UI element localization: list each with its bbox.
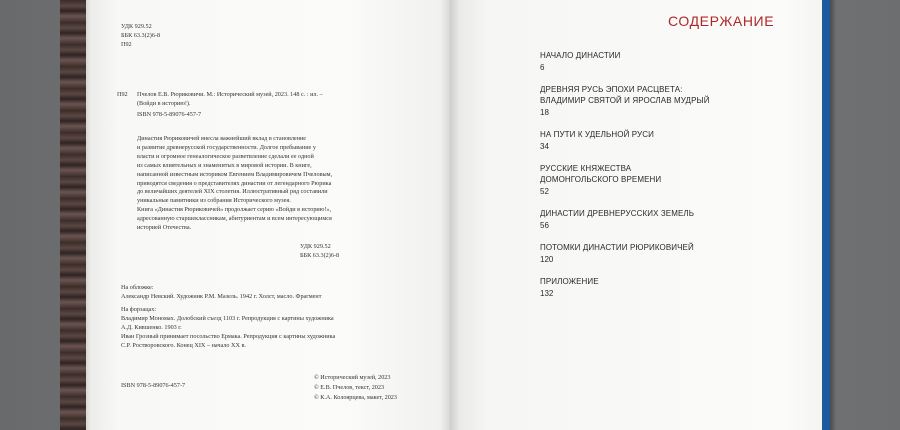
biblio-code: П92 [117,91,128,98]
copyright-line: © Е.В. Пчелов, текст, 2023 [314,384,385,391]
udk-top: УДК 929.52 [121,23,152,30]
annotation-line: Династия Рюриковичей внесла важнейший вклад в становление [137,135,307,142]
toc-entry[interactable] [540,50,710,73]
book-gutter [440,0,460,430]
toc-entry-page: 120 [540,255,554,264]
annotation-line: историей Отечества. [137,224,192,232]
toc-entry[interactable] [540,208,710,231]
toc-entry-page: 52 [540,187,549,196]
toc-entry-title: ПРИЛОЖЕНИЕ [540,277,599,286]
toc-entry-page: 56 [540,221,549,230]
toc-entry[interactable] [540,163,710,197]
forzac-line: Иван Грозный принимает посольство Ермака. Репродукция с картины художника [121,333,336,340]
annotation-line: из самых влиятельных и знаменитых в мировой истории. В книге, [137,161,312,169]
toc-entry-title: ДРЕВНЯЯ РУСЬ ЭПОХИ РАСЦВЕТА: [540,85,683,94]
annotation-line: и развитие древнерусской государственности. Долгое пребывание у [137,143,316,151]
toc-entry[interactable] [540,84,710,118]
forzac-line: С.Р. Ростворовского. Конец XIX – начало XX в. [121,342,246,349]
code-top: П92 [121,41,132,48]
toc-entry-page: 34 [540,142,549,151]
toc-entry-title: ДИНАСТИИ ДРЕВНЕРУССКИХ ЗЕМЕЛЬ [540,209,695,218]
toc-entry-page: 132 [540,289,554,298]
toc-entry-title: РУССКИЕ КНЯЖЕСТВА [540,164,632,173]
udk-bottom: УДК 929.52 [300,243,331,250]
annotation-line: написанной известным историком Евгением Владимировичем Пчеловым, [137,170,333,178]
left-page [90,0,450,430]
copyright-line: © К.А. Колоярцева, макет, 2023 [314,394,397,401]
cover-shadow [830,0,836,430]
toc-entry-page: 18 [540,108,549,117]
toc-entry-title: ВЛАДИМИР СВЯТОЙ И ЯРОСЛАВ МУДРЫЙ [540,96,710,105]
annotation-line: власти и огромное генеалогическое разветвление сделали ее одной [137,152,314,160]
bbk-top: ББК 63.3(2)6-8 [121,32,161,39]
toc-entry-title: НАЧАЛО ДИНАСТИИ [540,51,621,60]
cover-label: На обложке: [121,284,154,291]
annotation-line: приводятся сведения о представителях династии от легендарного Рюрика [137,179,332,187]
biblio-line-1: Пчелов Е.В. Рюриковичи. М.: Исторический музей, 2023. 148 с. : ил. – [137,91,323,98]
toc-entry-title: НА ПУТИ К УДЕЛЬНОЙ РУСИ [540,130,654,139]
contents-title: СОДЕРЖАНИЕ [668,13,775,29]
annotation [137,135,345,233]
annotation-line: до величайших деятелей XIX столетия. Иллюстративный ряд составили [137,188,328,196]
toc-entry-page: 6 [540,63,545,72]
toc-entry[interactable] [540,242,710,265]
book-cover-right-edge [822,0,830,430]
forzac-line: Владимир Мономах. Долобский съезд 1103 г. Репродукция с картины художника [121,315,334,322]
toc-entry[interactable] [540,129,710,152]
toc-entry[interactable] [540,276,710,299]
toc-entry-title: ПОТОМКИ ДИНАСТИИ РЮРИКОВИЧЕЙ [540,243,694,252]
biblio-line-2: (Войди в историю!). [137,100,191,107]
forzac-line: А.Д. Кившенко. 1903 г. [121,324,182,331]
annotation-line: уникальные памятники из собрания Исторического музея. [137,197,291,205]
toc-entry-title: ДОМОНГОЛЬСКОГО ВРЕМЕНИ [540,175,662,184]
table-of-contents [540,50,710,310]
copyright-line: © Исторический музей, 2023 [314,374,391,381]
isbn-bottom: ISBN 978-5-89076-457-7 [121,382,186,389]
annotation-line: адресованную старшеклассникам, абитуриентам и всем интересующимся [137,215,332,223]
annotation-line: Книга «Династия Рюриковичей» продолжает серию «Войди в историю!», [137,206,332,214]
cover-text: Александр Невский. Художник Р.М. Мазель. 1942 г. Холст, масло. Фрагмент [121,293,322,300]
forzac-label: На форзацах: [121,306,157,313]
isbn-line: ISBN 978-5-89076-457-7 [137,111,202,118]
bbk-bottom: ББК 63.3(2)6-8 [300,252,340,259]
